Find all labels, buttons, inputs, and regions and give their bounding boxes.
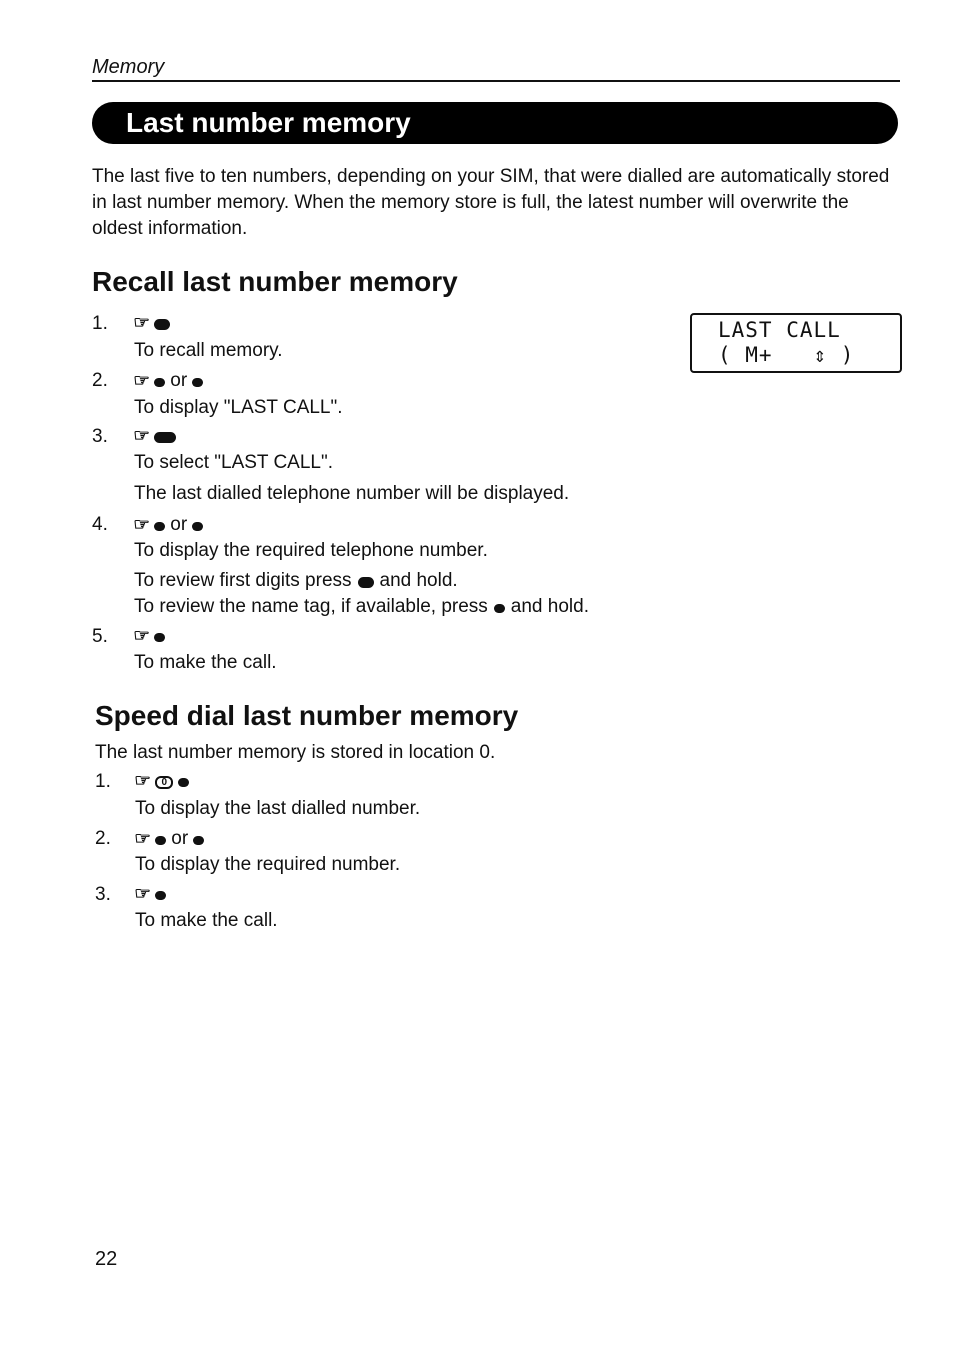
clear-key-icon (358, 577, 374, 588)
step-description-line (134, 570, 458, 592)
scroll-down-key-icon (154, 378, 165, 387)
step-description-line (134, 596, 589, 618)
scroll-up-key-icon (193, 836, 204, 845)
step-description: To make the call. (134, 652, 277, 673)
pointing-hand-icon: ☞ (133, 426, 151, 445)
section-banner (92, 102, 898, 144)
recall-step-2 (92, 370, 652, 400)
intro-paragraph: The last five to ten numbers, depending on your SIM, that were dialled are automatically stored in last number memory. When the memory store is full, the latest number will overwrite the oldest information. (92, 166, 890, 239)
step-description: To display the required number. (135, 854, 401, 875)
or-word: or (171, 828, 189, 849)
hash-key-icon (178, 778, 189, 787)
step-number: 4. (92, 514, 108, 535)
send-key-icon (494, 604, 505, 613)
speed-dial-intro: The last number memory is stored in location 0. (95, 742, 496, 763)
scroll-down-key-icon (155, 836, 166, 845)
or-word: or (170, 370, 188, 391)
step-description: To display "LAST CALL". (134, 397, 343, 418)
header-rule (92, 80, 900, 82)
step-number: 3. (92, 426, 108, 447)
step-description: To display the last dialled number. (135, 798, 421, 819)
review-name-text: To review the name tag, if available, press (134, 596, 488, 617)
lcd-display (690, 313, 902, 373)
header-section-label: Memory (92, 56, 165, 78)
recall-title: Recall last number memory (92, 266, 458, 297)
pointing-hand-icon: ☞ (133, 313, 151, 332)
scroll-up-key-icon (192, 522, 203, 531)
select-key-icon (154, 432, 176, 443)
page-number: 22 (95, 1248, 118, 1270)
step-description: To recall memory. (134, 340, 283, 361)
step-description: To display the required telephone number. (134, 540, 488, 561)
step-number: 1. (92, 313, 108, 334)
speed-step-1 (95, 771, 655, 801)
review-digits-text: To review first digits press (134, 570, 352, 591)
scroll-up-key-icon (192, 378, 203, 387)
step-number: 2. (95, 828, 111, 849)
pointing-hand-icon: ☞ (133, 371, 151, 390)
hold-text: and hold. (510, 596, 589, 617)
pointing-hand-icon: ☞ (133, 626, 151, 645)
step-number: 5. (92, 626, 108, 647)
send-call-key-icon (154, 633, 165, 642)
menu-key-icon (154, 319, 170, 330)
step-description: The last dialled telephone number will be displayed. (134, 483, 570, 504)
scroll-down-key-icon (154, 522, 165, 531)
step-number: 1. (95, 771, 111, 792)
send-call-key-icon (155, 891, 166, 900)
speed-dial-title: Speed dial last number memory (95, 700, 519, 731)
step-description: To select "LAST CALL". (134, 452, 334, 473)
step-number: 2. (92, 370, 108, 391)
step-description: To make the call. (135, 910, 278, 931)
lcd-line-2: ( M+ ⇕ ) (718, 343, 855, 367)
hold-text: and hold. (379, 570, 458, 591)
pointing-hand-icon: ☞ (134, 771, 152, 790)
banner-title: Last number memory (126, 107, 411, 138)
recall-step-1 (92, 313, 652, 343)
lcd-line-1: LAST CALL (718, 318, 841, 342)
pointing-hand-icon: ☞ (134, 829, 152, 848)
pointing-hand-icon: ☞ (134, 884, 152, 903)
pointing-hand-icon: ☞ (133, 515, 151, 534)
step-number: 3. (95, 884, 111, 905)
zero-key-icon: 0 (155, 776, 173, 789)
or-word: or (170, 514, 188, 535)
